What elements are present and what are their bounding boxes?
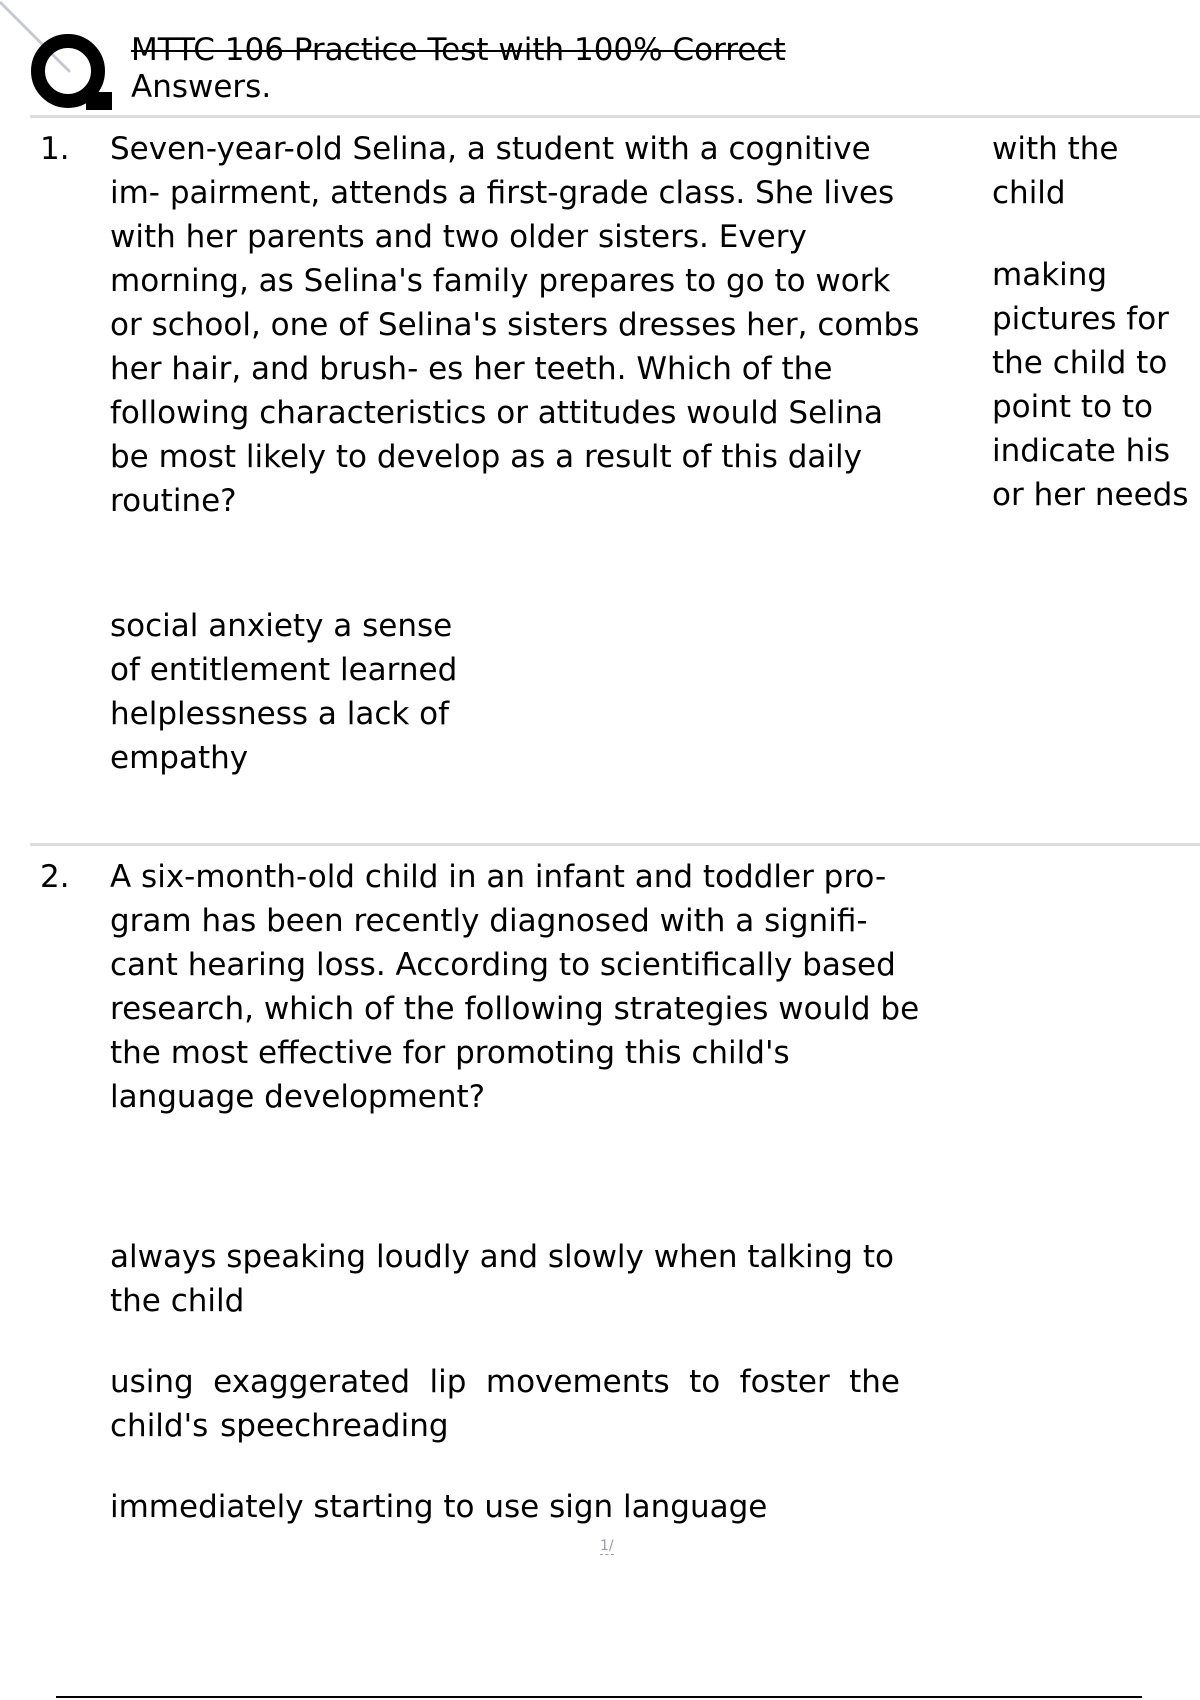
- answer-options: social anxiety a sense of entitlement learned helplessness a lack of empathy: [110, 608, 458, 776]
- question-number: 2.: [40, 859, 70, 895]
- title-line-1: MTTC 106 Practice Test with 100% Correct: [131, 32, 786, 68]
- title-line-2: Answers.: [131, 69, 272, 105]
- question-text: Seven-year-old Selina, a student with a cognitive im- pairment, attends a first-grade class. She lives with her parents and two older sisters. Every morning, as Selina's family prepares to go to work or school, one of Selina's sisters dresses her, combs her hair, and brush- es her teeth. Which of the following characteristics or attitudes would Selina be most likely to develop as a result of this daily routine?: [110, 131, 920, 519]
- answer-text-part-1: with the child: [992, 131, 1119, 211]
- section-divider: [30, 115, 1200, 118]
- logo-q-icon: [30, 30, 112, 112]
- answer-options: [110, 1235, 900, 1566]
- footer-rule: [56, 1696, 1142, 1698]
- page-marker: 1/: [600, 1538, 614, 1554]
- answer-option: using exaggerated lip movements to foster the child's speechreading: [110, 1364, 900, 1444]
- section-divider: [30, 843, 1200, 846]
- question-text: A six-month-old child in an infant and toddler pro- gram has been recently diagnosed with a signifi- cant hearing loss. According to scientifically based research, which of the following strategies would be the most effective for promoting this child's language development?: [110, 859, 920, 1115]
- answer-option: always speaking loudly and slowly when talking to the child: [110, 1239, 894, 1319]
- question-number: 1.: [40, 131, 70, 167]
- document-title: [131, 32, 1141, 106]
- answer-column: [992, 127, 1200, 517]
- answer-text-part-2: making pictures for the child to point to to indicate his or her needs: [992, 257, 1189, 513]
- answer-option: immediately starting to use sign language: [110, 1489, 768, 1525]
